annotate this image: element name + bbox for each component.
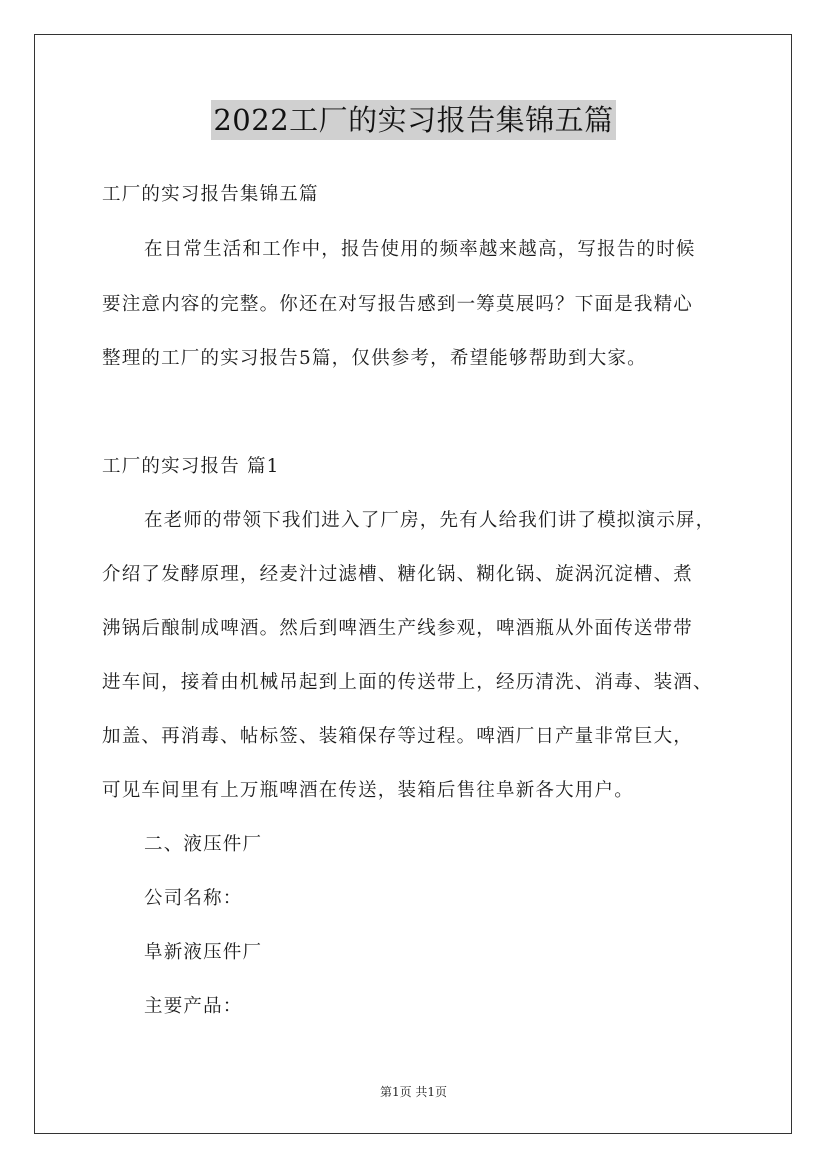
page-footer: 第1页 共1页 bbox=[379, 1085, 448, 1099]
title-container bbox=[0, 100, 827, 140]
paragraph-line: 阜新液压件厂 bbox=[144, 942, 263, 963]
document-title: 2022工厂的实习报告集锦五篇 bbox=[211, 100, 615, 140]
section-heading: 工厂的实习报告 篇1 bbox=[102, 456, 280, 477]
paragraph-line: 公司名称： bbox=[144, 888, 243, 909]
paragraph-line: 沸锅后酿制成啤酒。然后到啤酒生产线参观，啤酒瓶从外面传送带带 bbox=[102, 618, 694, 639]
paragraph-line: 进车间，接着由机械吊起到上面的传送带上，经历清洗、消毒、装酒、 bbox=[102, 672, 713, 693]
paragraph-line: 整理的工厂的实习报告5篇，仅供参考，希望能够帮助到大家。 bbox=[102, 348, 647, 369]
paragraph-line: 加盖、再消毒、帖标签、装箱保存等过程。啤酒厂日产量非常巨大， bbox=[102, 726, 694, 747]
subtitle-line: 工厂的实习报告集锦五篇 bbox=[102, 184, 319, 205]
paragraph-line: 可见车间里有上万瓶啤酒在传送，装箱后售往阜新各大用户。 bbox=[102, 780, 634, 801]
paragraph-line: 要注意内容的完整。你还在对写报告感到一筹莫展吗？下面是我精心 bbox=[102, 294, 694, 315]
paragraph-line: 介绍了发酵原理，经麦汁过滤槽、糖化锅、糊化锅、旋涡沉淀槽、煮 bbox=[102, 564, 694, 585]
paragraph-line: 主要产品： bbox=[144, 996, 243, 1017]
subheading-line: 二、液压件厂 bbox=[144, 834, 263, 855]
paragraph-line: 在日常生活和工作中，报告使用的频率越来越高，写报告的时候 bbox=[144, 239, 696, 260]
paragraph-line: 在老师的带领下我们进入了厂房，先有人给我们讲了模拟演示屏， bbox=[144, 510, 716, 531]
